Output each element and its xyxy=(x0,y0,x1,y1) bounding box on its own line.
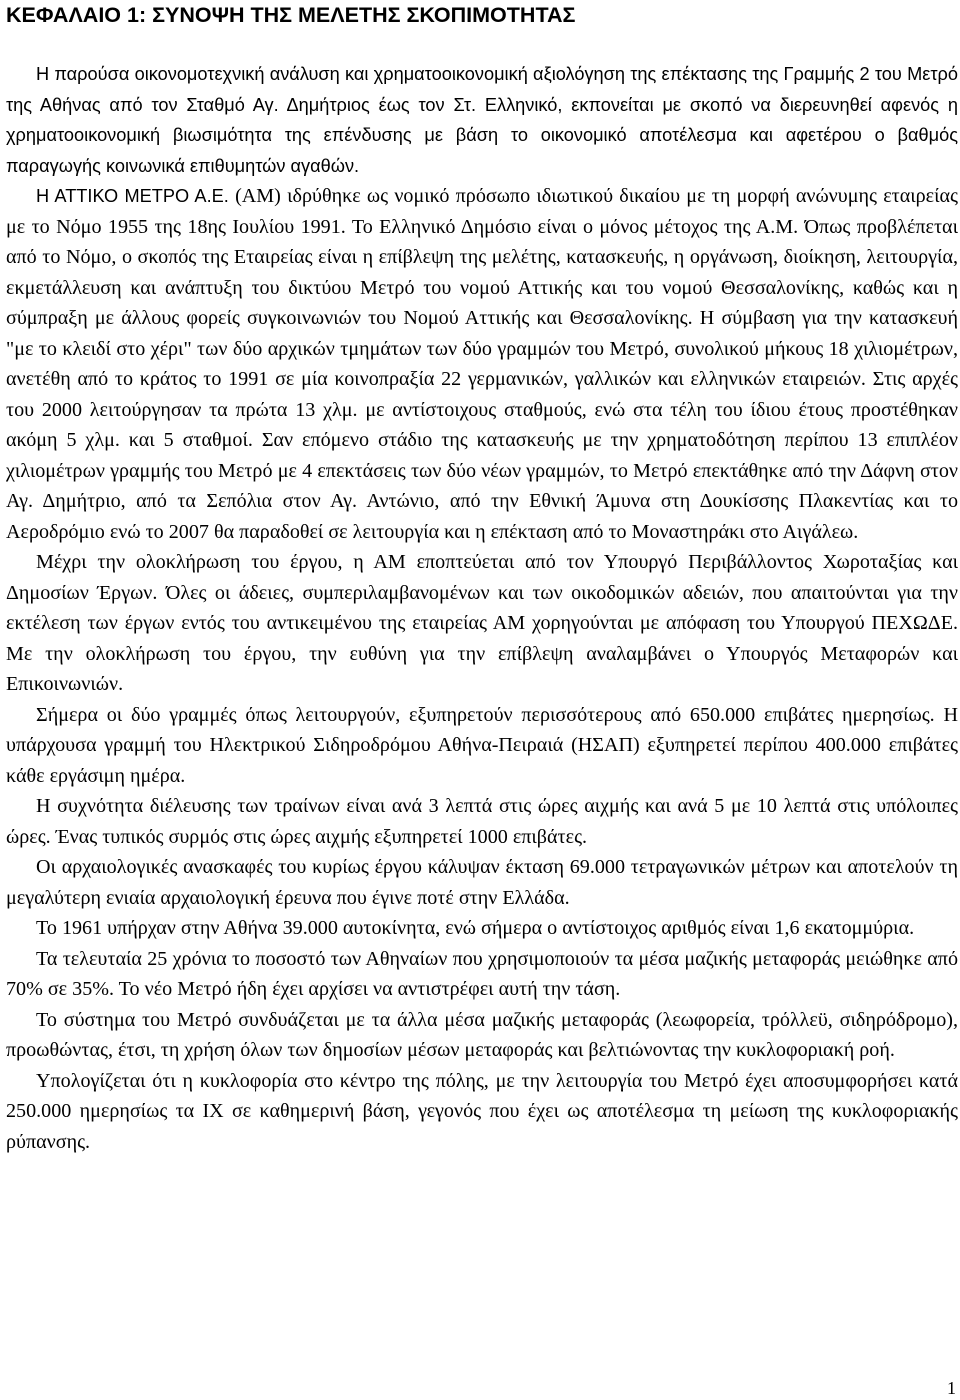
paragraph-supervision: Μέχρι την ολοκλήρωση του έργου, η ΑΜ εποπτεύεται από τον Υπουργό Περιβάλλοντος Χωροταξίας και Δημοσίων Έργων. Όλες οι άδειες, συμπεριλαμβανομένων και των οικοδομικών αδειών, που απαιτούνται για την εκτέλεση των έργων εντός του αντικειμένου της εταιρείας ΑΜ χορηγούνται με απόφαση του Υπουργού ΠΕΧΩΔΕ. Με την ολοκλήρωση του έργου, την ευθύνη για την επίβλεψη αναλαμβάνει ο Υπουργός Μεταφορών και Επικοινωνιών. xyxy=(6,551,958,695)
document-page xyxy=(6,0,958,1157)
paragraph-traffic-relief: Υπολογίζεται ότι η κυκλοφορία στο κέντρο της πόλης, με την λειτουργία του Μετρό έχει αποσυμφορήσει κατά 250.000 ημερησίως τα ΙΧ σε καθημερινή βάση, γεγονός που έχει ως αποτέλεσμα τη μείωση της κυκλοφοριακής ρύπανσης. xyxy=(6,1069,958,1153)
paragraph-introduction: Η παρούσα οικονομοτεχνική ανάλυση και χρηματοοικονομική αξιολόγηση της επέκτασης της Γραμμής 2 του Μετρό της Αθήνας από τον Σταθμό Αγ. Δημήτριος έως τον Στ. Ελληνικό, εκπονείται με σκοπό να διερευνηθεί αφενός η χρηματοοικονομική βιωσιμότητα της επένδυσης με βάση το οικονομικό αποτέλεσμα και αφετέρου ο βαθμός παραγωγής κοινωνικά επιθυμητών αγαθών. xyxy=(6,64,958,176)
paragraph-public-transport: Τα τελευταία 25 χρόνια το ποσοστό των Αθηναίων που χρησιμοποιούν τα μέσα μαζικής μεταφοράς μειώθηκε από 70% σε 35%. Το νέο Μετρό ήδη έχει αρχίσει να αντιστρέφει αυτή την τάση. xyxy=(6,947,958,1000)
paragraph-excavations: Οι αρχαιολογικές ανασκαφές του κυρίως έργου κάλυψαν έκταση 69.000 τετραγωνικών μέτρων και αποτελούν τη μεγαλύτερη ενιαία αρχαιολογική έρευνα που έγινε ποτέ στην Ελλάδα. xyxy=(6,856,958,909)
document-body xyxy=(6,59,958,1157)
paragraph-integration: Το σύστημα του Μετρό συνδυάζεται με τα άλλα μέσα μαζικής μεταφοράς (λεωφορεία, τρόλλεϋ, σιδηρόδρομο), προωθώντας, έτσι, τη χρήση όλων των δημοσίων μέσων μεταφοράς και βελτιώνοντας την κυκλοφοριακή ροή. xyxy=(6,1008,958,1061)
paragraph-cars: Το 1961 υπήρχαν στην Αθήνα 39.000 αυτοκίνητα, ενώ σήμερα ο αντίστοιχος αριθμός είναι 1,6 εκατομμύρια. xyxy=(36,917,915,939)
chapter-heading: ΚΕΦΑΛΑΙΟ 1: ΣΥΝΟΨΗ ΤΗΣ ΜΕΛΕΤΗΣ ΣΚΟΠΙΜΟΤΗΤΑΣ xyxy=(6,3,576,27)
paragraph-frequency: Η συχνότητα διέλευσης των τραίνων είναι ανά 3 λεπτά στις ώρες αιχμής και ανά 5 με 10 λεπτά στις υπόλοιπες ώρες. Ένας τυπικός συρμός στις ώρες αιχμής εξυπηρετεί 1000 επιβάτες. xyxy=(6,795,958,848)
paragraph-attiko-metro xyxy=(6,181,958,547)
paragraph-ridership: Σήμερα οι δύο γραμμές όπως λειτουργούν, εξυπηρετούν περισσότερους από 650.000 επιβάτες ημερησίως. Η υπάρχουσα γραμμή του Ηλεκτρικού Σιδηροδρόμου Αθήνα-Πειραιά (ΗΣΑΠ) εξυπηρετεί περίπου 400.000 επιβάτες κάθε εργάσιμη ημέρα. xyxy=(6,703,958,787)
company-name: Η ΑΤΤΙΚΟ ΜΕΤΡΟ Α.Ε. xyxy=(36,186,229,206)
page-number: 1 xyxy=(947,1378,956,1398)
paragraph-attiko-metro-text: (ΑΜ) ιδρύθηκε ως νομικό πρόσωπο ιδιωτικού δικαίου με τη μορφή ανώνυμης εταιρείας με το Νόμο 1955 της 18ης Ιουλίου 1991. Το Ελληνικό Δημόσιο είναι ο μόνος μέτοχος της Α.Μ. Όπως προβλέπεται από το Νόμο, ο σκοπός της Εταιρείας είναι η επίβλεψη της μελέτης, κατασκευής, η οργάνωση, διοίκηση, λειτουργία, εκμετάλλευση και ανάπτυξη του δικτύου Μετρό του νομού Αττικής και του νομού Θεσσαλονίκης, καθώς και η σύμπραξη με άλλους φορείς συγκοινωνιών του Νομού Αττικής και Θεσσαλονίκης. Η σύμβαση για την κατασκευή "με το κλειδί στο χέρι" των δύο αρχικών τμημάτων των δύο γραμμών του Μετρό, συνολικού μήκους 18 χιλιομέτρων, ανετέθη από το κράτος το 1991 σε μία κοινοπραξία 22 γερμανικών, γαλλικών και ελληνικών εταιρειών. Στις αρχές του 2000 λειτούργησαν τα πρώτα 13 χλμ. με αντίστοιχους σταθμούς, ενώ στα τέλη του ίδιου έτους προστέθηκαν ακόμη 5 χλμ. και 5 σταθμοί. Σαν επόμενο στάδιο της κατασκευής με την χρηματοδότηση περίπου 13 επιπλέον χιλιομέτρων γραμμής του Μετρό με 4 επεκτάσεις των δύο νέων γραμμών, το Μετρό επεκτάθηκε από την Δάφνη στον Αγ. Δημήτριο, από τα Σεπόλια στον Αγ. Αντώνιο, από την Εθνική Άμυνα στη Δουκίσσης Πλακεντίας και το Αεροδρόμιο ενώ το 2007 θα παραδοθεί σε λειτουργία και η επέκταση από το Μοναστηράκι στο Αιγάλεω. xyxy=(6,185,959,543)
